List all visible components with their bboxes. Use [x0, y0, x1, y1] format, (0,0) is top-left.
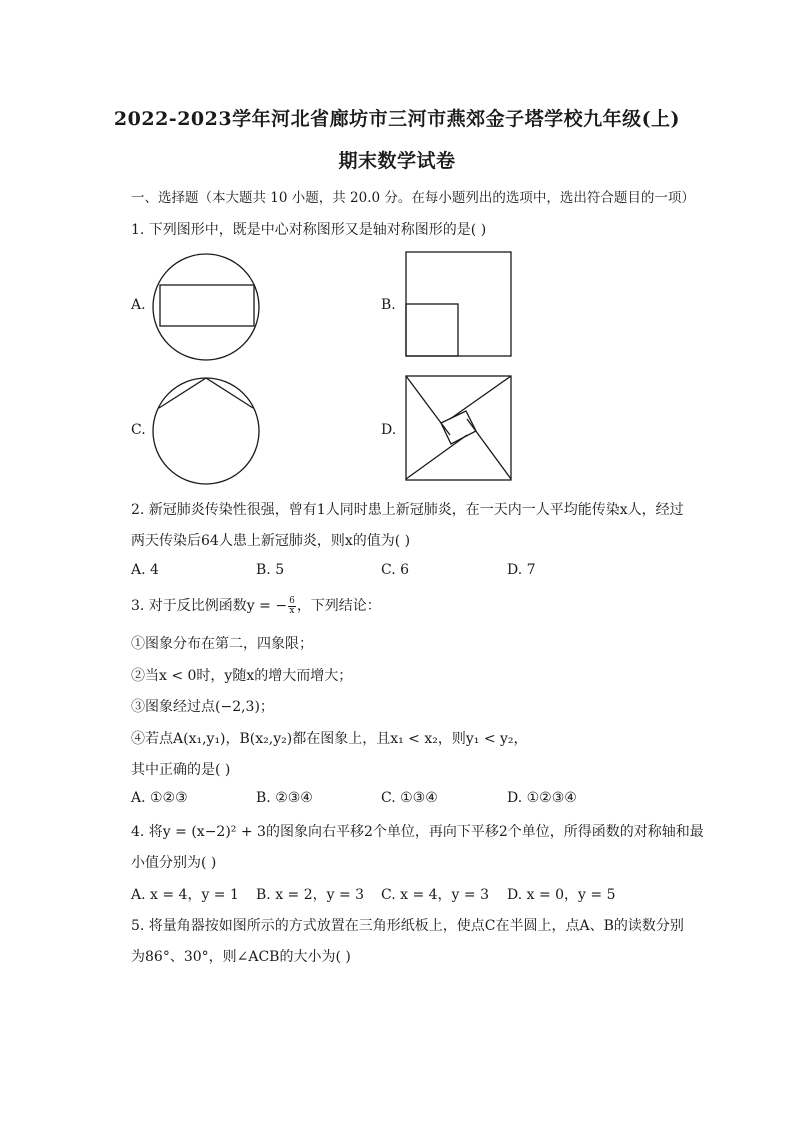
q3-ask: 其中正确的是( )	[131, 762, 231, 778]
q3-stem-tail: ，下列结论：	[296, 598, 381, 614]
q4-option-a: A. x = 4，y = 1	[131, 887, 239, 903]
q2-option-a: A. 4	[131, 562, 159, 578]
q4-option-c: C. x = 4，y = 3	[381, 887, 489, 903]
q2-line1: 2. 新冠肺炎传染性很强，曾有1人同时患上新冠肺炎，在一天内一人平均能传染x人，经过	[131, 502, 684, 518]
q1-option-a-label: A.	[131, 297, 146, 313]
q3-statement-4: ④若点A(x₁,y₁)，B(x₂,y₂)都在图象上，且x₁ < x₂，则y₁ < y₂，	[131, 731, 528, 747]
q3-stem	[131, 595, 381, 616]
q3-option-c: C. ①③④	[381, 790, 438, 806]
q2-option-c: C. 6	[381, 562, 410, 578]
q1-stem: 1. 下列图形中，既是中心对称图形又是轴对称图形的是( )	[131, 222, 487, 238]
q4-option-b: B. x = 2，y = 3	[256, 887, 365, 903]
q3-stem-text: 3. 对于反比例函数y = −	[131, 598, 288, 614]
q3-frac-denominator: x	[289, 605, 295, 616]
q1-figure-c	[150, 375, 262, 487]
q1-option-c-label: C.	[131, 422, 146, 438]
q3-option-b: B. ②③④	[256, 790, 313, 806]
exam-title-line2: 期末数学试卷	[338, 150, 456, 172]
q3-statement-2: ②当x < 0时，y随x的增大而增大；	[131, 668, 353, 684]
q3-statement-3: ③图象经过点(−2,3)；	[131, 699, 274, 715]
q1-option-b-label: B.	[381, 297, 396, 313]
q3-frac-numerator: 6	[289, 595, 295, 606]
q4-option-d: D. x = 0，y = 5	[507, 887, 616, 903]
q3-option-d: D. ①②③④	[507, 790, 577, 806]
q5-line2: 为86°、30°，则∠ACB的大小为( )	[131, 949, 351, 965]
q4-line2: 小值分别为( )	[131, 855, 217, 871]
q1-option-d-label: D.	[381, 422, 397, 438]
exam-title-line1: 2022-2023学年河北省廊坊市三河市燕郊金子塔学校九年级(上)	[113, 108, 681, 130]
q5-line1: 5. 将量角器按如图所示的方式放置在三角形纸板上，使点C在半圆上，点A、B的读数分别	[131, 918, 684, 934]
q2-option-b: B. 5	[256, 562, 285, 578]
q1-figure-d	[405, 375, 513, 481]
q1-figure-b	[405, 251, 513, 357]
q3-option-a: A. ①②③	[131, 790, 188, 806]
q3-fraction	[288, 597, 296, 616]
q1-figure-a	[150, 251, 262, 363]
section-heading: 一、选择题（本大题共 10 小题，共 20.0 分。在每小题列出的选项中，选出符合题目的一项）	[131, 190, 695, 206]
q3-statement-1: ①图象分布在第二，四象限；	[131, 636, 313, 652]
q4-line1: 4. 将y = (x−2)² + 3的图象向右平移2个单位，再向下平移2个单位，所得函数的对称轴和最	[131, 824, 704, 840]
q2-option-d: D. 7	[507, 562, 536, 578]
q2-line2: 两天传染后64人患上新冠肺炎，则x的值为( )	[131, 533, 411, 549]
